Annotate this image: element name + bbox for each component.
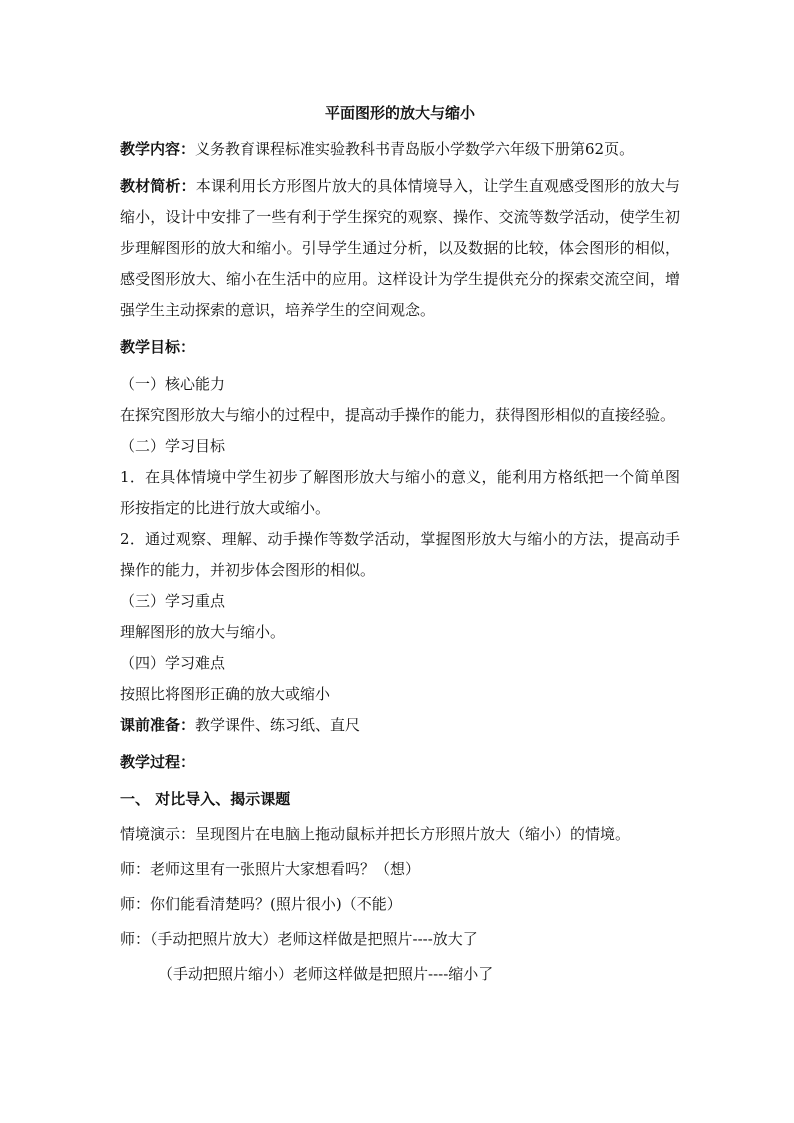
material-analysis xyxy=(120,171,680,326)
goal2-item1: 1．在具体情境中学生初步了解图形放大与缩小的意义，能利用方格纸把一个简单图形按指定的比进行放大或缩小。 xyxy=(120,468,680,517)
teaching-content xyxy=(120,134,680,165)
goal1-heading: （一）核心能力 xyxy=(120,375,226,393)
preparation-label: 课前准备： xyxy=(120,716,196,734)
teaching-content-label: 教学内容： xyxy=(120,140,196,158)
goal3-text: 理解图形的放大与缩小。 xyxy=(120,623,286,641)
document-title: 平面图形的放大与缩小 xyxy=(324,104,475,122)
section1-heading: 一、 对比导入、揭示课题 xyxy=(120,790,291,808)
goal4-heading: （四）学习难点 xyxy=(120,654,226,672)
goal1-text: 在探究图形放大与缩小的过程中，提高动手操作的能力，获得图形相似的直接经验。 xyxy=(120,406,676,424)
goal2-heading: （二）学习目标 xyxy=(120,437,226,455)
process-line: 情境演示：呈现图片在电脑上拖动鼠标并把长方形照片放大（缩小）的情境。 xyxy=(120,825,631,843)
preparation xyxy=(120,710,680,741)
teaching-goals-label: 教学目标： xyxy=(120,338,196,356)
material-analysis-text: 本课利用长方形图片放大的具体情境导入，让学生直观感受图形的放大与缩小，设计中安排了一些有利于学生探究的观察、操作、交流等数学活动，使学生初步理解图形的放大和缩小。引导学生通过分析，以及数据的比较，体会图形的相似，感受图形放大、缩小在生活中的应用。这样设计为学生提供充分的探索交流空间，增强学生主动探索的意识，培养学生的空间观念。 xyxy=(120,177,680,319)
process-line: 师：老师这里有一张照片大家想看吗？（想） xyxy=(120,860,421,878)
process-line: 师：你们能看清楚吗？(照片很小)（不能） xyxy=(120,895,402,913)
preparation-text: 教学课件、练习纸、直尺 xyxy=(195,716,361,734)
process-line: （手动把照片缩小）老师这样做是把照片----缩小了 xyxy=(158,965,494,983)
process-line: 师：（手动把照片放大）老师这样做是把照片----放大了 xyxy=(120,930,478,948)
goal2-item2: 2．通过观察、理解、动手操作等数学活动，掌握图形放大与缩小的方法，提高动手操作的能力，并初步体会图形的相似。 xyxy=(120,530,680,579)
goal3-heading: （三）学习重点 xyxy=(120,592,226,610)
goal4-text: 按照比将图形正确的放大或缩小 xyxy=(120,685,331,703)
document-body xyxy=(120,100,680,990)
teaching-process-label: 教学过程： xyxy=(120,753,196,771)
material-analysis-label: 教材简析： xyxy=(120,177,196,195)
teaching-content-text: 义务教育课程标准实验教科书青岛版小学数学六年级下册第62页。 xyxy=(195,140,635,158)
